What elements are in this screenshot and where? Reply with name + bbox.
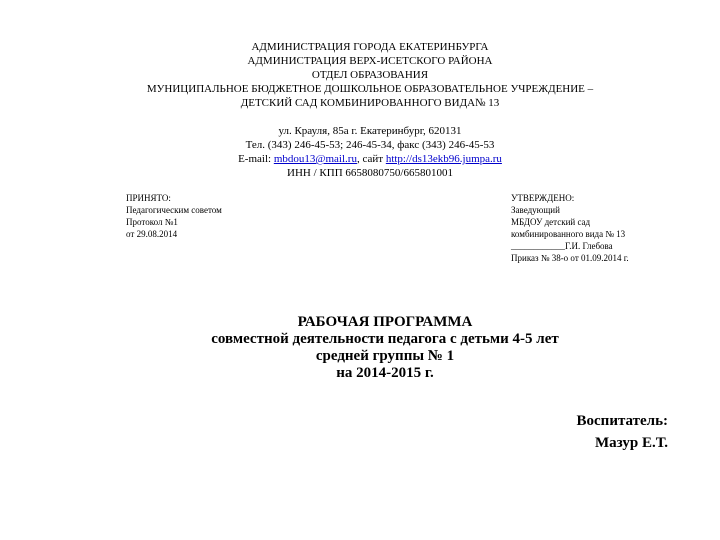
accepted-council: Педагогическим советом (126, 205, 222, 215)
contact-block (0, 124, 720, 180)
title-line: РАБОЧАЯ ПРОГРАММА (297, 314, 473, 330)
approved-institution: МБДОУ детский сад (511, 217, 591, 227)
email-link[interactable]: mbdou13@mail.ru (273, 153, 357, 165)
email-prefix: E-mail: (238, 153, 274, 165)
document-title (0, 314, 720, 382)
subtitle-line: совместной деятельности педагога с детьми 4-5 лет (211, 331, 559, 347)
header-line: ОТДЕЛ ОБРАЗОВАНИЯ (311, 69, 429, 81)
year-line: на 2014-2015 г. (336, 365, 434, 381)
group-line: средней группы № 1 (315, 348, 455, 364)
site-prefix: , сайт (356, 153, 386, 165)
approved-label: УТВЕРЖДЕНО: (511, 193, 575, 203)
author-name: Мазур Е.Т. (595, 435, 668, 451)
organization-header (0, 40, 720, 110)
approved-signature: ____________Г.И. Глебова (511, 241, 613, 251)
street-address: ул. Крауля, 85а г. Екатеринбург, 620131 (278, 125, 462, 137)
header-line: ДЕТСКИЙ САД КОМБИНИРОВАННОГО ВИДА№ 13 (240, 97, 500, 109)
header-line: АДМИНИСТРАЦИЯ ВЕРХ-ИСЕТСКОГО РАЙОНА (247, 55, 493, 67)
accepted-date: от 29.08.2014 (126, 229, 178, 239)
approved-institution-type: комбинированного вида № 13 (511, 229, 626, 239)
accepted-protocol: Протокол №1 (126, 217, 178, 227)
author-block (577, 410, 668, 454)
approved-block (511, 192, 629, 264)
approved-order: Приказ № 38-о от 01.09.2014 г. (511, 253, 629, 263)
inn-kpp: ИНН / КПП 6658080750/665801001 (287, 167, 453, 179)
author-role: Воспитатель: (576, 413, 668, 429)
phone-numbers: Тел. (343) 246-45-53; 246-45-34, факс (343) 246-45-53 (245, 139, 495, 151)
header-line: АДМИНИСТРАЦИЯ ГОРОДА ЕКАТЕРИНБУРГА (251, 41, 489, 53)
accepted-label: ПРИНЯТО: (126, 193, 171, 203)
email-site-line (0, 152, 720, 166)
header-line: МУНИЦИПАЛЬНОЕ БЮДЖЕТНОЕ ДОШКОЛЬНОЕ ОБРАЗОВАТЕЛЬНОЕ УЧРЕЖДЕНИЕ – (146, 83, 594, 95)
accepted-block (126, 192, 222, 240)
approved-position: Заведующий (511, 205, 560, 215)
site-link[interactable]: http://ds13ekb96.jumpa.ru (385, 153, 502, 165)
